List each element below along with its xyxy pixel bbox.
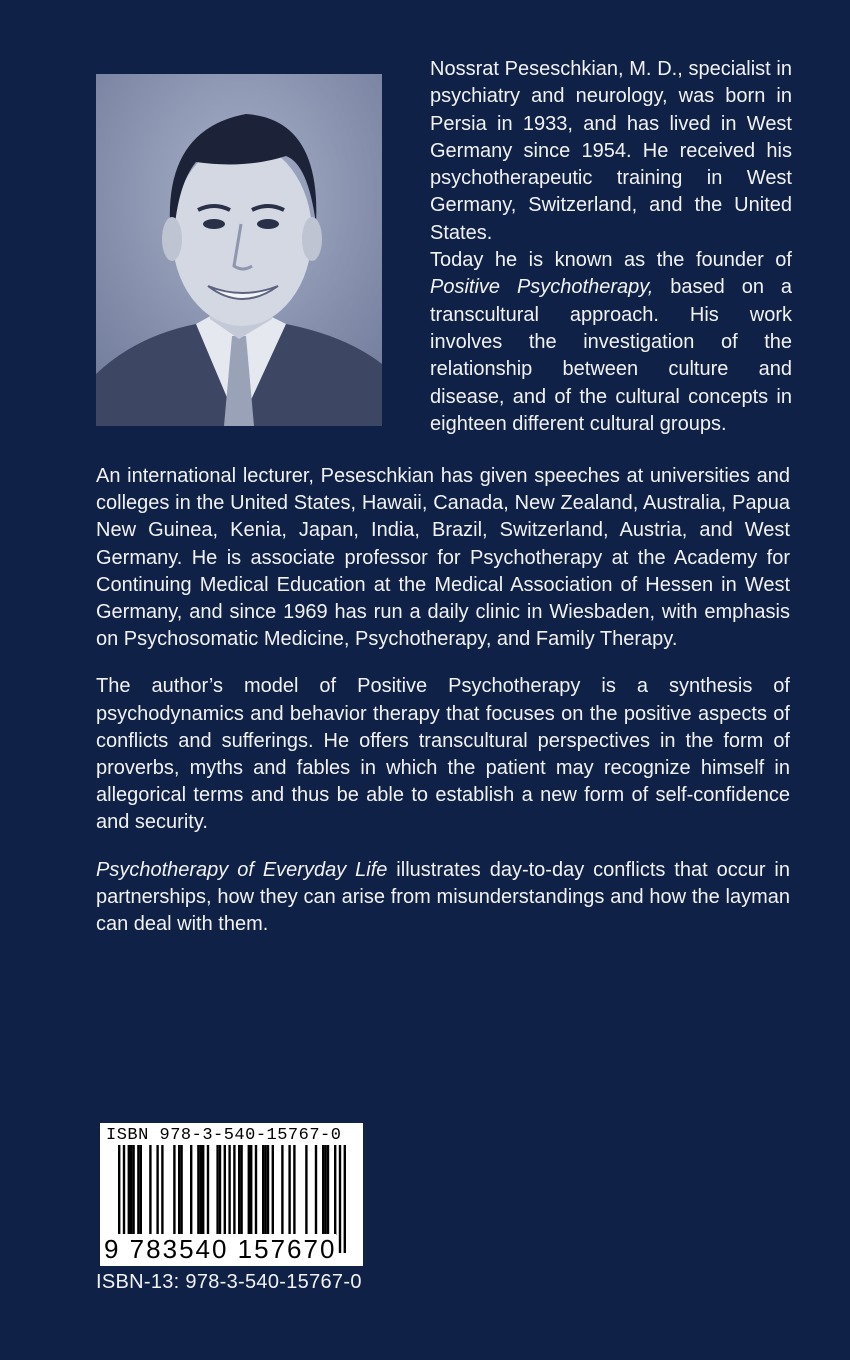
barcode-bar <box>137 1145 139 1235</box>
barcode-bar <box>264 1145 266 1235</box>
book-title: Psychotherapy of Everyday Life <box>96 858 388 881</box>
barcode-bar <box>140 1145 142 1235</box>
barcode-bar <box>327 1145 329 1235</box>
barcode-bar <box>272 1145 274 1235</box>
barcode-bar <box>250 1145 252 1235</box>
bio-book-title: Positive Psychotherapy, <box>430 276 654 299</box>
barcode-bar <box>197 1145 199 1235</box>
barcode-bar <box>178 1145 180 1235</box>
isbn-13: ISBN-13: 978-3-540-15767-0 <box>96 1271 362 1293</box>
barcode-bar <box>207 1145 209 1235</box>
barcode-bar <box>173 1145 175 1235</box>
barcode <box>100 1123 363 1266</box>
bio-paragraph-2-lead: Today he is known as the founder of <box>430 249 792 272</box>
barcode-bar <box>322 1145 324 1235</box>
author-bio <box>430 56 792 438</box>
barcode-bar <box>288 1145 290 1235</box>
barcode-bar <box>128 1145 130 1235</box>
bio-paragraph-1: Nossrat Peseschkian, M. D., specialist in psychiatry and neurology, was born in Persia in 1933, and has lived in West Germany since 1954. He received his psychotherapeutic training in West Germany, Switzerland, and the United States. <box>430 58 792 244</box>
bio-paragraph-2-rest: based on a transcultural approach. His work involves the investigation of the relationship between culture and disease, and of the cultural concepts in eighteen different cultural groups. <box>430 276 793 435</box>
barcode-bar <box>281 1145 283 1235</box>
description <box>96 463 790 958</box>
barcode-bar <box>238 1145 240 1235</box>
barcode-bar <box>130 1145 132 1235</box>
barcode-bar <box>149 1145 151 1235</box>
description-paragraph-3-rest: illustrates day-to-day conflicts that occur in partnerships, how they can arise from misunderstandings and how the layman can deal with them. <box>96 858 790 936</box>
barcode-bar <box>219 1145 221 1235</box>
barcode-bar <box>267 1145 269 1235</box>
barcode-isbn-label: ISBN 978-3-540-15767-0 <box>106 1126 342 1145</box>
barcode-bar <box>255 1145 257 1235</box>
barcode-bar <box>161 1145 163 1235</box>
author-photo <box>96 74 382 426</box>
barcode-bar <box>200 1145 202 1235</box>
barcode-bar <box>293 1145 295 1235</box>
barcode-bar <box>156 1145 158 1235</box>
author-portrait-icon <box>96 74 382 426</box>
barcode-bar <box>248 1145 250 1235</box>
barcode-bar <box>216 1145 218 1235</box>
description-paragraph-3 <box>96 857 790 939</box>
description-paragraph-2: The author’s model of Positive Psychotherapy is a synthesis of psychodynamics and behavior therapy that focuses on the positive aspects of conflicts and sufferings. He offers transcultural perspectives in the form of proverbs, myths and fables in which the patient may recognize himself in allegorical terms and thus be able to establish a new form of self-confidence and security. <box>96 675 790 834</box>
barcode-bar <box>224 1145 226 1235</box>
barcode-bar <box>240 1145 242 1235</box>
description-paragraph-1: An international lecturer, Peseschkian has given speeches at universities and colleges in the United States, Hawaii, Canada, New Zealand, Australia, Papua New Guinea, Kenia, Japan, India, Brazil, Switzerland, Austria, and West Germany. He is associate professor for Psychotherapy at the Academy for Continuing Medical Education at the Medical Association of Hessen in West Germany, and since 1969 has run a daily clinic in Wiesbaden, with emphasis on Psychosomatic Medicine, Psychotherapy, and Family Therapy. <box>96 465 790 651</box>
barcode-bar <box>305 1145 307 1235</box>
barcode-bar <box>202 1145 204 1235</box>
barcode-digits-text: 9 783540 157670 <box>104 1234 337 1264</box>
barcode-bar <box>324 1145 326 1235</box>
barcode-bar <box>315 1145 317 1235</box>
barcode-digits <box>104 1234 359 1264</box>
bio-paragraph-2 <box>430 247 792 438</box>
barcode-bar <box>180 1145 182 1235</box>
barcode-bar <box>190 1145 192 1235</box>
barcode-bar <box>334 1145 336 1235</box>
barcode-bar <box>132 1145 134 1235</box>
barcode-bar <box>262 1145 264 1235</box>
